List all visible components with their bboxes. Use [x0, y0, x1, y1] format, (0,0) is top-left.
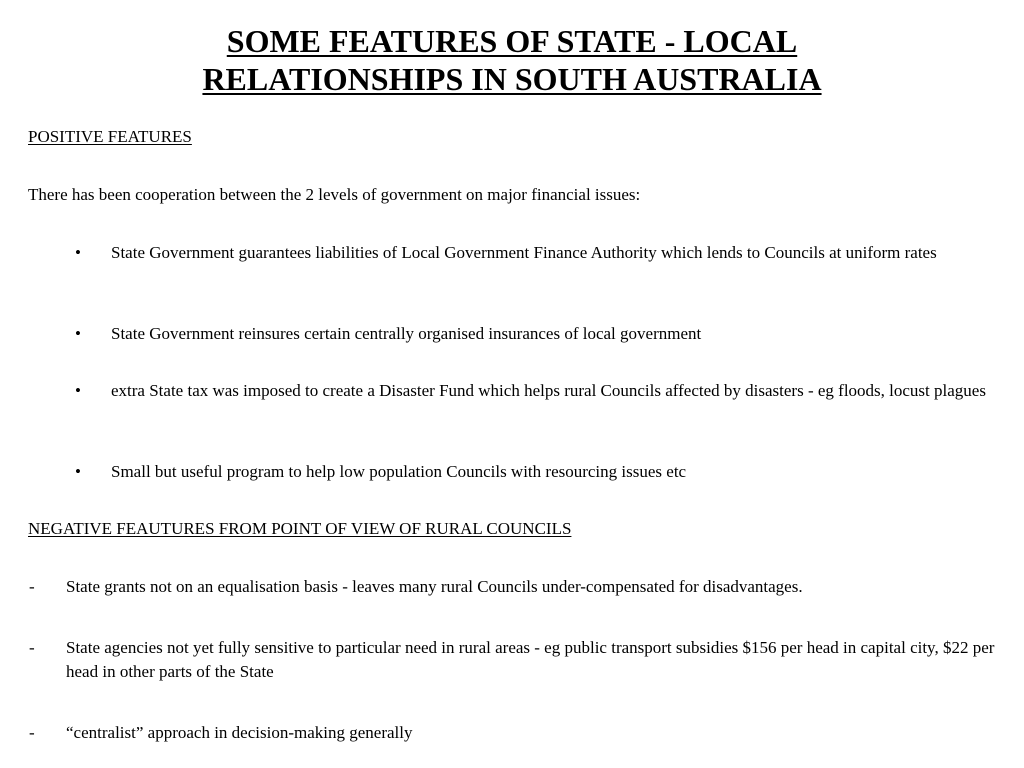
positive-list-item-text: Small but useful program to help low population Councils with resourcing issues etc — [111, 462, 687, 481]
dash-marker: - — [29, 577, 35, 596]
bullet-icon: • — [75, 324, 81, 343]
dash-marker: - — [29, 638, 35, 657]
positive-features-heading: POSITIVE FEATURES — [28, 127, 192, 146]
dash-marker: - — [29, 723, 35, 742]
negative-list-item-text: State agencies not yet fully sensitive to particular need in rural areas - eg public transport subsidies $156 per head in capital city, $22 per head in other parts of the State — [66, 638, 995, 681]
page-title — [0, 22, 1024, 98]
positive-intro-text: There has been cooperation between the 2 levels of government on major financial issues: — [28, 185, 641, 204]
page-title-line-2: RELATIONSHIPS IN SOUTH AUSTRALIA — [202, 61, 822, 97]
positive-list-item-text: State Government guarantees liabilities of Local Government Finance Authority which lends to Councils at uniform rates — [111, 243, 937, 262]
positive-list-item-text: State Government reinsures certain centrally organised insurances of local government — [111, 324, 702, 343]
bullet-icon: • — [75, 462, 81, 481]
negative-list-item-text: State grants not on an equalisation basis - leaves many rural Councils under-compensated for disadvantages. — [66, 577, 803, 596]
positive-list-item-text: extra State tax was imposed to create a Disaster Fund which helps rural Councils affected by disasters - eg floods, locust plagues — [111, 381, 986, 400]
bullet-icon: • — [75, 243, 81, 262]
page-title-line-1: SOME FEATURES OF STATE - LOCAL — [226, 23, 798, 59]
bullet-icon: • — [75, 381, 81, 400]
negative-list-item-text: “centralist” approach in decision-making generally — [66, 723, 413, 742]
negative-features-heading: NEGATIVE FEAUTURES FROM POINT OF VIEW OF RURAL COUNCILS — [28, 519, 572, 538]
